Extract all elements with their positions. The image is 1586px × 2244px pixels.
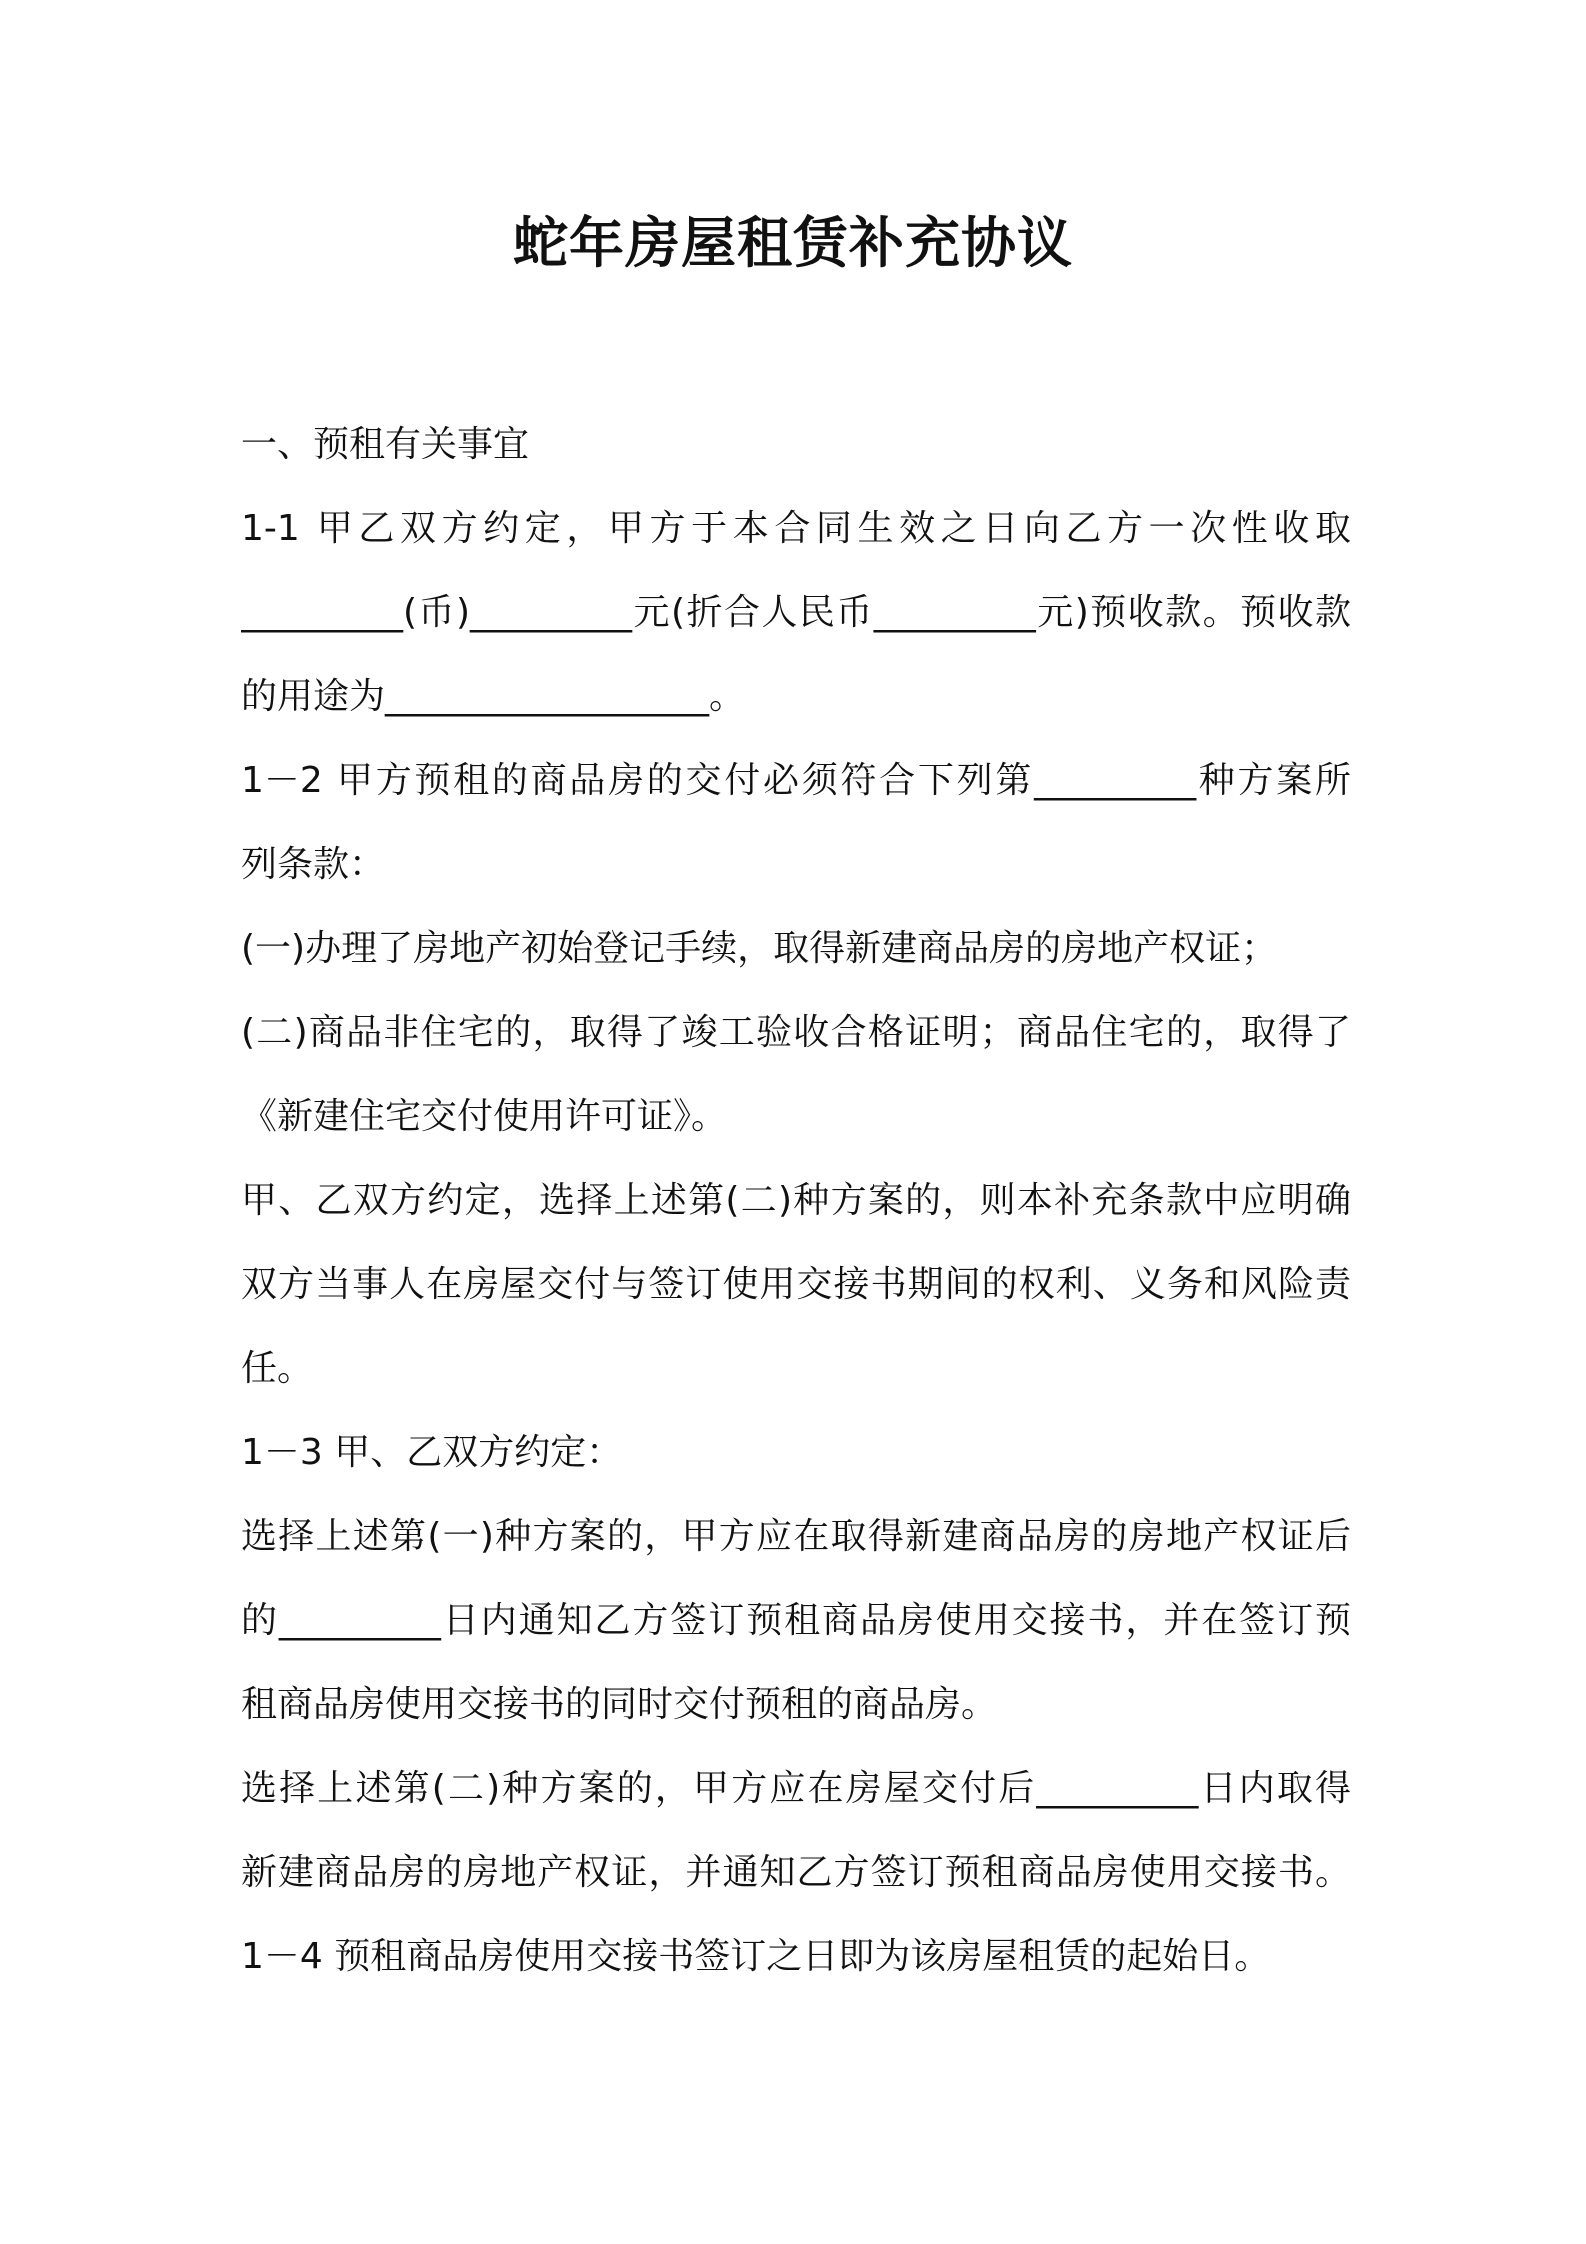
paragraph-line: 选择上述第(二)种方案的，甲方应在房屋交付后_________日内取得: [241, 1768, 1351, 1809]
document-body: [241, 403, 1351, 1999]
paragraph-line: 新建商品房的房地产权证，并通知乙方签订预租商品房使用交接书。: [241, 1852, 1351, 1893]
paragraph-line: 1-1 甲乙双方约定，甲方于本合同生效之日向乙方一次性收取: [241, 508, 1351, 549]
document-title: 蛇年房屋租赁补充协议: [512, 211, 1073, 275]
paragraph-line: 1－3 甲、乙双方约定：: [241, 1432, 623, 1473]
paragraph-line: 的_________日内通知乙方签订预租商品房使用交接书，并在签订预: [241, 1600, 1351, 1641]
paragraph-line: (一)办理了房地产初始登记手续，取得新建商品房的房地产权证；: [241, 928, 1278, 969]
paragraph-line: 1－2 甲方预租的商品房的交付必须符合下列第_________种方案所: [241, 760, 1351, 801]
paragraph-line: 租商品房使用交接书的同时交付预租的商品房。: [241, 1684, 998, 1725]
paragraph-line: 选择上述第(一)种方案的，甲方应在取得新建商品房的房地产权证后: [241, 1516, 1351, 1557]
paragraph-line: 列条款：: [241, 844, 386, 885]
paragraph-line: 1－4 预租商品房使用交接书签订之日即为该房屋租赁的起始日。: [241, 1936, 1271, 1977]
paragraph-line: _________(币)_________元(折合人民币_________元)预收款。预收款: [241, 592, 1351, 633]
paragraph-line: 《新建住宅交付使用许可证》。: [241, 1096, 728, 1137]
paragraph-line: 的用途为__________________。: [241, 676, 746, 717]
paragraph-line: 甲、乙双方约定，选择上述第(二)种方案的，则本补充条款中应明确: [241, 1180, 1351, 1221]
section-heading: 一、预租有关事宜: [241, 424, 530, 465]
paragraph-line: (二)商品非住宅的，取得了竣工验收合格证明；商品住宅的，取得了: [241, 1012, 1351, 1053]
paragraph-line: 任。: [241, 1348, 314, 1389]
paragraph-line: 双方当事人在房屋交付与签订使用交接书期间的权利、义务和风险责: [241, 1264, 1351, 1305]
